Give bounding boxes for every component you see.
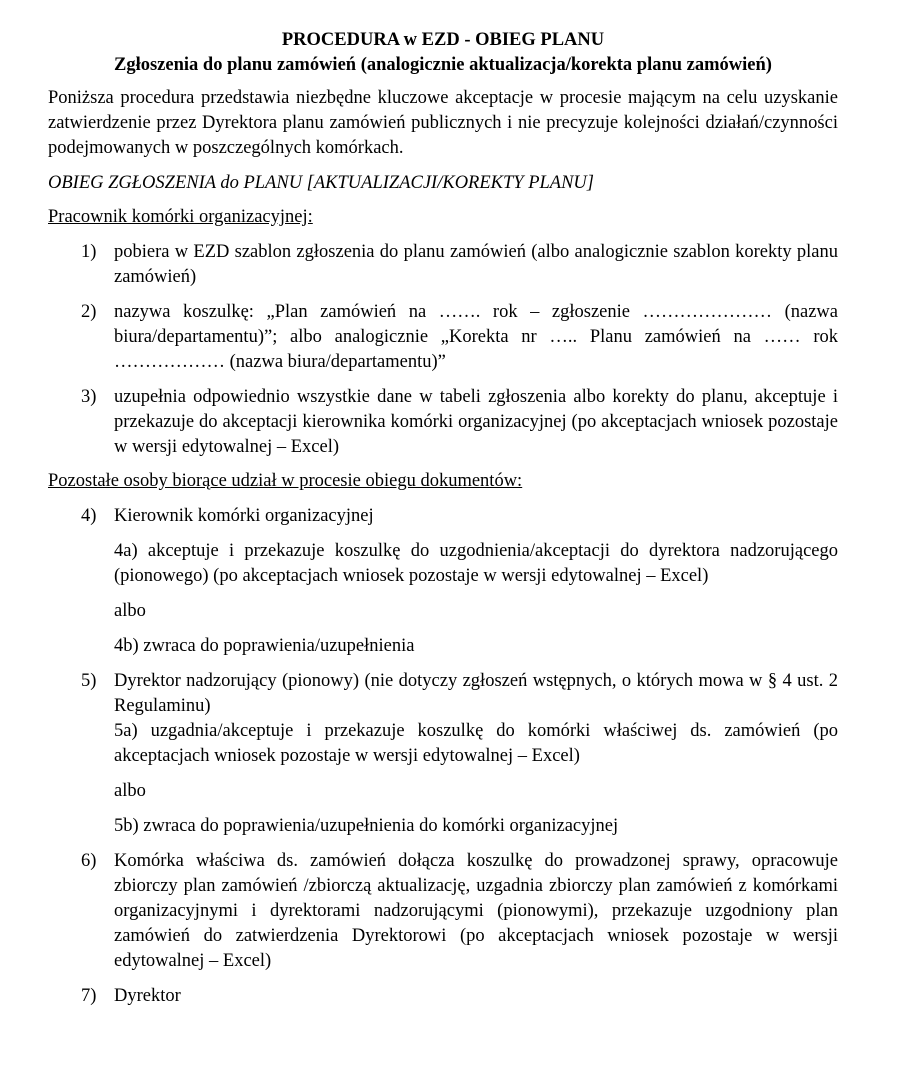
list-number: 1) <box>81 242 97 262</box>
others-heading: Pozostałe osoby biorące udział w procesie obiegu dokumentów: <box>48 471 523 491</box>
list-item-text: Komórka właściwa ds. zamówień dołącza koszulkę do prowadzonej sprawy, opracowuje zbiorczy plan zamówień /zbiorczą aktualizację, uzgadnia zbiorczy plan zamówień z komórkami organizacyjnymi i dyrektorami nadzorującymi (pionowymi), przekazuje uzgodniony plan zamówień do zatwierdzenia Dyrektorowi (po akceptacjach wniosek pozostaje w wersji edytowalnej – Excel) <box>114 851 838 971</box>
list-item-2 <box>48 300 838 375</box>
sub-item-5b: 5b) zwraca do poprawienia/uzupełnienia do komórki organizacyjnej <box>114 816 619 836</box>
sub-item-4b: 4b) zwraca do poprawienia/uzupełnienia <box>114 636 415 656</box>
list-number: 5) <box>81 671 97 691</box>
list-number: 7) <box>81 986 97 1006</box>
list-item-6 <box>48 849 838 974</box>
list-item-5 <box>48 669 838 719</box>
list-item-3 <box>48 385 838 460</box>
list-item-7 <box>48 984 838 1009</box>
list-item-text: Dyrektor <box>114 986 181 1006</box>
list-item-text: Kierownik komórki organizacyjnej <box>114 506 374 526</box>
sub-item-4a: 4a) akceptuje i przekazuje koszulkę do uzgodnienia/akceptacji do dyrektora nadzorującego (pionowego) (po akceptacjach wniosek pozostaje w wersji edytowalnej – Excel) <box>114 541 838 586</box>
list-item-text: Dyrektor nadzorujący (pionowy) (nie dotyczy zgłoszeń wstępnych, o których mowa w § 4 ust. 2 Regulaminu) <box>114 671 838 716</box>
list-number: 6) <box>81 851 97 871</box>
document-page <box>48 28 838 1009</box>
list-number: 2) <box>81 302 97 322</box>
sub-item-5a: 5a) uzgadnia/akceptuje i przekazuje koszulkę do komórki właściwej ds. zamówień (po akceptacjach wniosek pozostaje w wersji edytowalnej – Excel) <box>114 721 838 766</box>
list-item-text: uzupełnia odpowiednio wszystkie dane w tabeli zgłoszenia albo korekty do planu, akceptuje i przekazuje do akceptacji kierownika komórki organizacyjnej (po akceptacjach wniosek pozostaje w wersji edytowalnej – Excel) <box>114 387 838 457</box>
document-subtitle: Zgłoszenia do planu zamówień (analogicznie aktualizacja/korekta planu zamówień) <box>114 55 772 75</box>
list-number: 4) <box>81 506 97 526</box>
list-number: 3) <box>81 387 97 407</box>
section-title: OBIEG ZGŁOSZENIA do PLANU [AKTUALIZACJI/KOREKTY PLANU] <box>48 173 594 193</box>
intro-paragraph: Poniższa procedura przedstawia niezbędne kluczowe akceptacje w procesie mającym na celu uzyskanie zatwierdzenie przez Dyrektora planu zamówień publicznych i nie precyzuje kolejności działań/czynności podejmowanych w poszczególnych komórkach. <box>48 88 838 158</box>
list-item-1 <box>48 240 838 290</box>
list-item-text: pobiera w EZD szablon zgłoszenia do planu zamówień (albo analogicznie szablon korekty planu zamówień) <box>114 242 838 287</box>
albo-text: albo <box>114 781 146 801</box>
employee-heading: Pracownik komórki organizacyjnej: <box>48 207 313 227</box>
list-item-4 <box>48 504 838 529</box>
document-title: PROCEDURA w EZD - OBIEG PLANU <box>281 30 605 50</box>
list-item-text: nazywa koszulkę: „Plan zamówień na ……. rok – zgłoszenie ………………… (nazwa biura/departamentu)”; albo analogicznie „Korekta nr ….. Planu zamówień na …… rok ……………… (nazwa biura/departamentu)” <box>114 302 838 372</box>
albo-text: albo <box>114 601 146 621</box>
